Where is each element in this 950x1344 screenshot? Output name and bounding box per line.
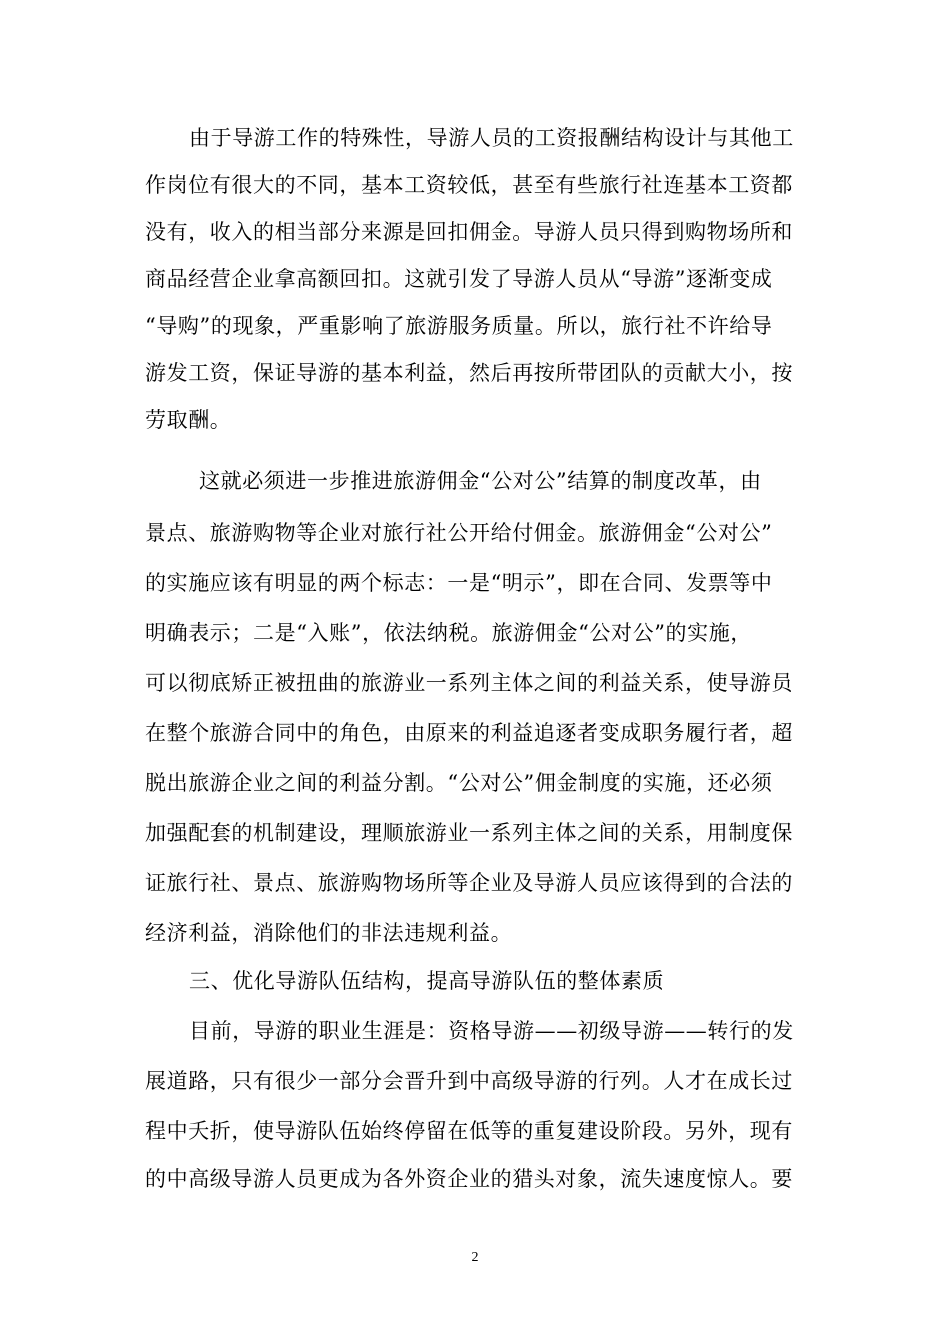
section-heading: 三、优化导游队伍结构，提高导游队伍的整体素质 [189, 969, 665, 993]
text-line: 作岗位有很大的不同，基本工资较低，甚至有些旅行社连基本工资都 [145, 173, 793, 197]
text-line: 游发工资，保证导游的基本利益，然后再按所带团队的贡献大小，按 [145, 361, 793, 385]
text-line: 展道路，只有很少一部分会晋升到中高级导游的行列。人才在成长过 [145, 1069, 793, 1093]
text-line: 明确表示；二是“入账”，依法纳税。旅游佣金“公对公”的实施， [145, 621, 752, 645]
text-line: 商品经营企业拿高额回扣。这就引发了导游人员从“导游”逐渐变成 [145, 267, 773, 291]
text-line: 在整个旅游合同中的角色，由原来的利益追逐者变成职务履行者，超 [145, 721, 793, 745]
text-line: 经济利益，消除他们的非法违规利益。 [145, 921, 513, 945]
text-line: 程中夭折，使导游队伍始终停留在低等的重复建设阶段。另外，现有 [145, 1119, 793, 1143]
page-number: 2 [471, 1250, 479, 1265]
text-line: 由于导游工作的特殊性，导游人员的工资报酬结构设计与其他工 [189, 126, 794, 150]
text-line: 劳取酬。 [145, 408, 232, 432]
text-line: 加强配套的机制建设，理顺旅游业一系列主体之间的关系，用制度保 [145, 821, 793, 845]
text-line: 证旅行社、景点、旅游购物场所等企业及导游人员应该得到的合法的 [145, 871, 793, 895]
text-line: 没有，收入的相当部分来源是回扣佣金。导游人员只得到购物场所和 [145, 220, 793, 244]
text-line: 目前，导游的职业生涯是：资格导游——初级导游——转行的发 [189, 1019, 794, 1043]
text-line: 这就必须进一步推进旅游佣金“公对公”结算的制度改革，由 [199, 469, 762, 493]
text-line: 的实施应该有明显的两个标志：一是“明示”，即在合同、发票等中 [145, 571, 773, 595]
text-line: 脱出旅游企业之间的利益分割。“公对公”佣金制度的实施，还必须 [145, 771, 773, 795]
text-line: 可以彻底矫正被扭曲的旅游业一系列主体之间的利益关系，使导游员 [145, 671, 793, 695]
text-line: “导购”的现象，严重影响了旅游服务质量。所以，旅行社不许给导 [145, 314, 773, 338]
text-line: 的中高级导游人员更成为各外资企业的猎头对象，流失速度惊人。要 [145, 1167, 793, 1191]
text-line: 景点、旅游购物等企业对旅行社公开给付佣金。旅游佣金“公对公” [145, 521, 773, 545]
